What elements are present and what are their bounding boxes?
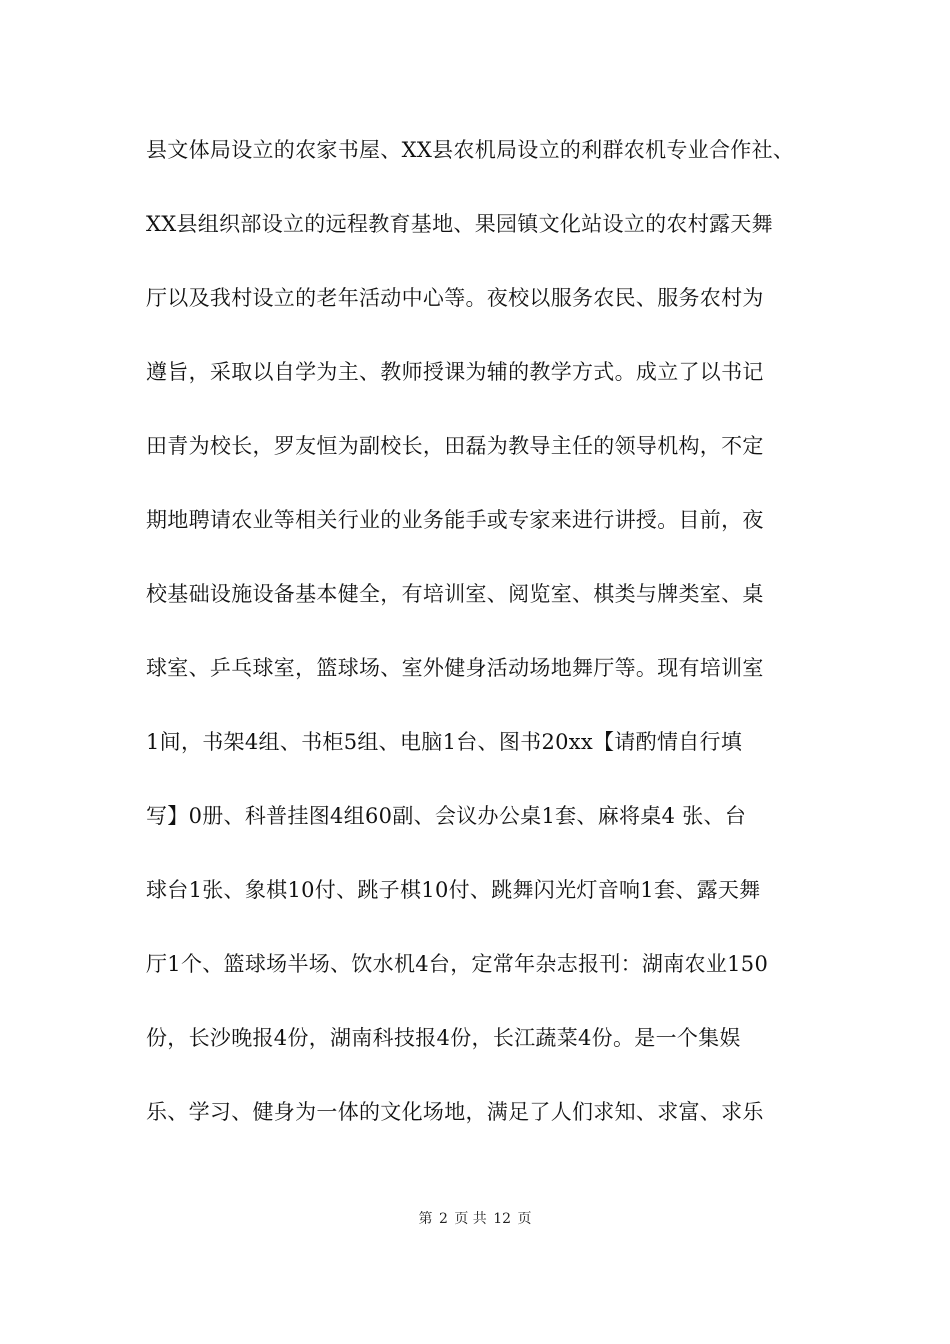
text-line: 厅以及我村设立的老年活动中心等。夜校以服务农民、服务农村为 <box>146 286 764 310</box>
text-line: 县文体局设立的农家书屋、XX县农机局设立的利群农机专业合作社、 <box>146 138 795 162</box>
text-line: 田青为校长，罗友恒为副校长，田磊为教导主任的领导机构，不定 <box>146 434 764 458</box>
footer-prefix: 第 <box>418 1211 433 1227</box>
text-line: 球室、乒乓球室，篮球场、室外健身活动场地舞厅等。现有培训室 <box>146 656 764 680</box>
text-line: 写】0册、科普挂图4组60副、会议办公桌1套、麻将桌4 张、台 <box>146 804 747 828</box>
text-line: XX县组织部设立的远程教育基地、果园镇文化站设立的农村露天舞 <box>146 212 773 236</box>
footer-suffix: 页 <box>517 1211 532 1227</box>
text-line: 份，长沙晚报4份，湖南科技报4份，长江蔬菜4份。是一个集娱 <box>146 1026 741 1050</box>
footer-total-pages: 12 <box>493 1211 512 1227</box>
body-text <box>146 130 836 1166</box>
text-line: 1间，书架4组、书柜5组、电脑1台、图书20xx【请酌情自行填 <box>146 730 743 754</box>
text-line: 校基础设施设备基本健全，有培训室、阅览室、棋类与牌类室、桌 <box>146 582 764 606</box>
text-line: 球台1张、象棋10付、跳子棋10付、跳舞闪光灯音响1套、露天舞 <box>146 878 761 902</box>
text-line: 乐、学习、健身为一体的文化场地，满足了人们求知、求富、求乐 <box>146 1100 764 1124</box>
footer-middle: 页 共 <box>454 1211 487 1227</box>
page-footer <box>0 1208 950 1228</box>
footer-current-page: 2 <box>438 1211 448 1227</box>
text-line: 期地聘请农业等相关行业的业务能手或专家来进行讲授。目前，夜 <box>146 508 764 532</box>
text-line: 遵旨，采取以自学为主、教师授课为辅的教学方式。成立了以书记 <box>146 360 764 384</box>
text-line: 厅1个、篮球场半场、饮水机4台，定常年杂志报刊：湖南农业150 <box>146 952 769 976</box>
